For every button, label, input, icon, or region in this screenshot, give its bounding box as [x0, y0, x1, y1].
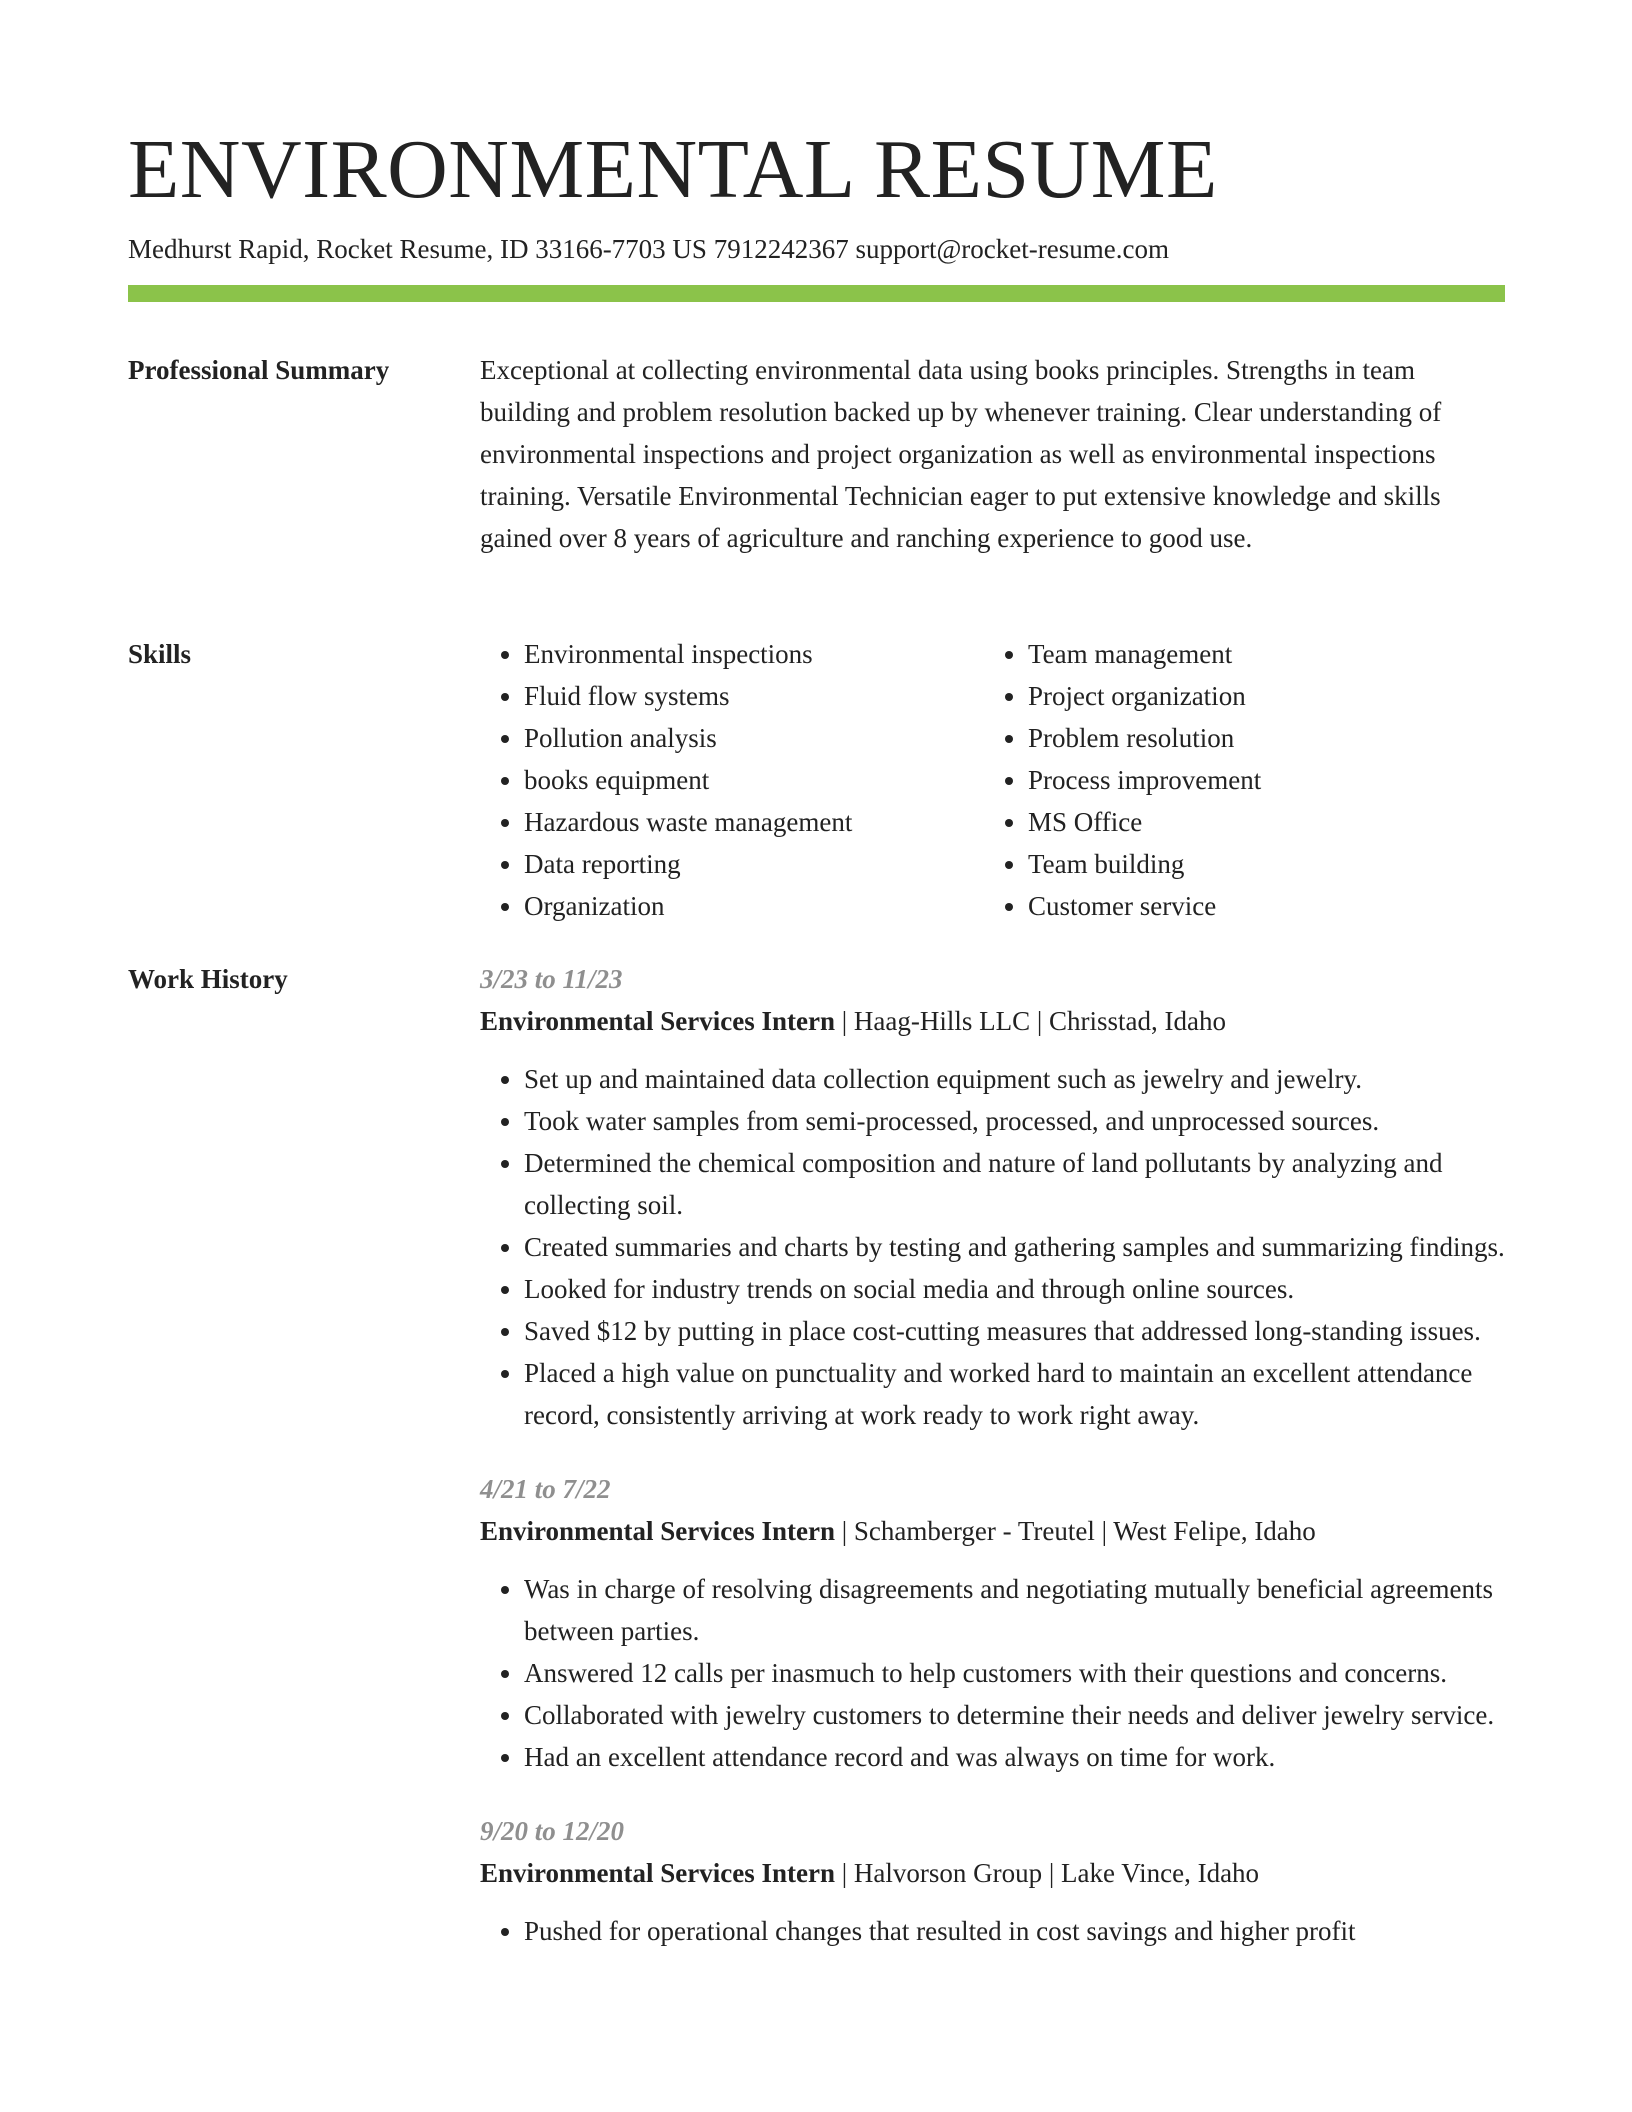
- contact-line: Medhurst Rapid, Rocket Resume, ID 33166-7703 US 7912242367 support@rocket-resume.com: [128, 234, 1169, 264]
- skills-list-right: [984, 633, 1488, 927]
- job-bullet: • Looked for industry trends on social media and through online sources.: [524, 1268, 1505, 1310]
- skills-list-left: [480, 633, 984, 927]
- job-entry: [480, 1810, 1505, 1952]
- job-bullet-list: [480, 1058, 1505, 1436]
- job-title: Environmental Services Intern: [480, 1006, 835, 1036]
- skill-item: • Organization: [524, 885, 984, 927]
- job-bullet: • Placed a high value on punctuality and worked hard to maintain an excellent attendance record, consistently arriving at work ready to work right away.: [524, 1352, 1505, 1436]
- skill-item: • Customer service: [1028, 885, 1488, 927]
- job-employer-location: | Haag-Hills LLC | Chrisstad, Idaho: [834, 1006, 1226, 1036]
- skill-item: • Team management: [1028, 633, 1488, 675]
- job-bullet: • Collaborated with jewelry customers to determine their needs and deliver jewelry service.: [524, 1694, 1505, 1736]
- section-heading-summary: Professional Summary: [128, 355, 390, 385]
- job-entry: [480, 1468, 1505, 1778]
- job-entry: [480, 958, 1505, 1436]
- skill-item: • Environmental inspections: [524, 633, 984, 675]
- job-employer-location: | Halvorson Group | Lake Vince, Idaho: [834, 1858, 1260, 1888]
- job-bullet: • Determined the chemical composition and nature of land pollutants by analyzing and collecting soil.: [524, 1142, 1505, 1226]
- section-heading-work: Work History: [128, 964, 288, 994]
- job-bullet-list: [480, 1568, 1505, 1778]
- job-bullet: • Was in charge of resolving disagreements and negotiating mutually beneficial agreements between parties.: [524, 1568, 1505, 1652]
- skills-body: [480, 633, 1505, 927]
- summary-body: [480, 349, 1505, 559]
- section-heading-skills: Skills: [128, 639, 192, 669]
- job-title: Environmental Services Intern: [480, 1858, 835, 1888]
- job-dates: 4/21 to 7/22: [480, 1474, 611, 1504]
- skill-item: • Fluid flow systems: [524, 675, 984, 717]
- skill-item: • Project organization: [1028, 675, 1488, 717]
- skill-item: • Pollution analysis: [524, 717, 984, 759]
- job-bullet: • Set up and maintained data collection equipment such as jewelry and jewelry.: [524, 1058, 1505, 1100]
- skill-item: • Hazardous waste management: [524, 801, 984, 843]
- job-title: Environmental Services Intern: [480, 1516, 835, 1546]
- job-header: [480, 1852, 1505, 1894]
- job-bullet: • Created summaries and charts by testing and gathering samples and summarizing findings.: [524, 1226, 1505, 1268]
- job-bullet: • Answered 12 calls per inasmuch to help customers with their questions and concerns.: [524, 1652, 1505, 1694]
- job-bullet: • Pushed for operational changes that resulted in cost savings and higher profit: [524, 1910, 1505, 1952]
- skill-item: • Team building: [1028, 843, 1488, 885]
- job-header: [480, 1510, 1505, 1552]
- skill-item: • Data reporting: [524, 843, 984, 885]
- job-employer-location: | Schamberger - Treutel | West Felipe, Idaho: [834, 1516, 1316, 1546]
- resume-title: ENVIRONMENTAL RESUME: [128, 123, 1218, 216]
- job-bullet: • Saved $12 by putting in place cost-cutting measures that addressed long-standing issues.: [524, 1310, 1505, 1352]
- work-history-body: [480, 958, 1505, 1984]
- skill-item: • books equipment: [524, 759, 984, 801]
- job-dates: 3/23 to 11/23: [480, 964, 623, 994]
- job-header: [480, 1000, 1505, 1042]
- skill-item: • Problem resolution: [1028, 717, 1488, 759]
- job-bullet: • Took water samples from semi-processed, processed, and unprocessed sources.: [524, 1100, 1505, 1142]
- skills-columns: [480, 633, 1505, 927]
- accent-divider: [128, 285, 1505, 302]
- skill-item: • MS Office: [1028, 801, 1488, 843]
- summary-text: Exceptional at collecting environmental data using books principles. Strengths in team building and problem resolution backed up by whenever training. Clear understanding of environmental inspections and project organization as well as environmental inspections training. Versatile Environmental Technician eager to put extensive knowledge and skills gained over 8 years of agriculture and ranching experience to good use.: [480, 355, 1442, 553]
- job-bullet-list: [480, 1910, 1505, 1952]
- job-dates: 9/20 to 12/20: [480, 1816, 625, 1846]
- skill-item: • Process improvement: [1028, 759, 1488, 801]
- job-bullet: • Had an excellent attendance record and was always on time for work.: [524, 1736, 1505, 1778]
